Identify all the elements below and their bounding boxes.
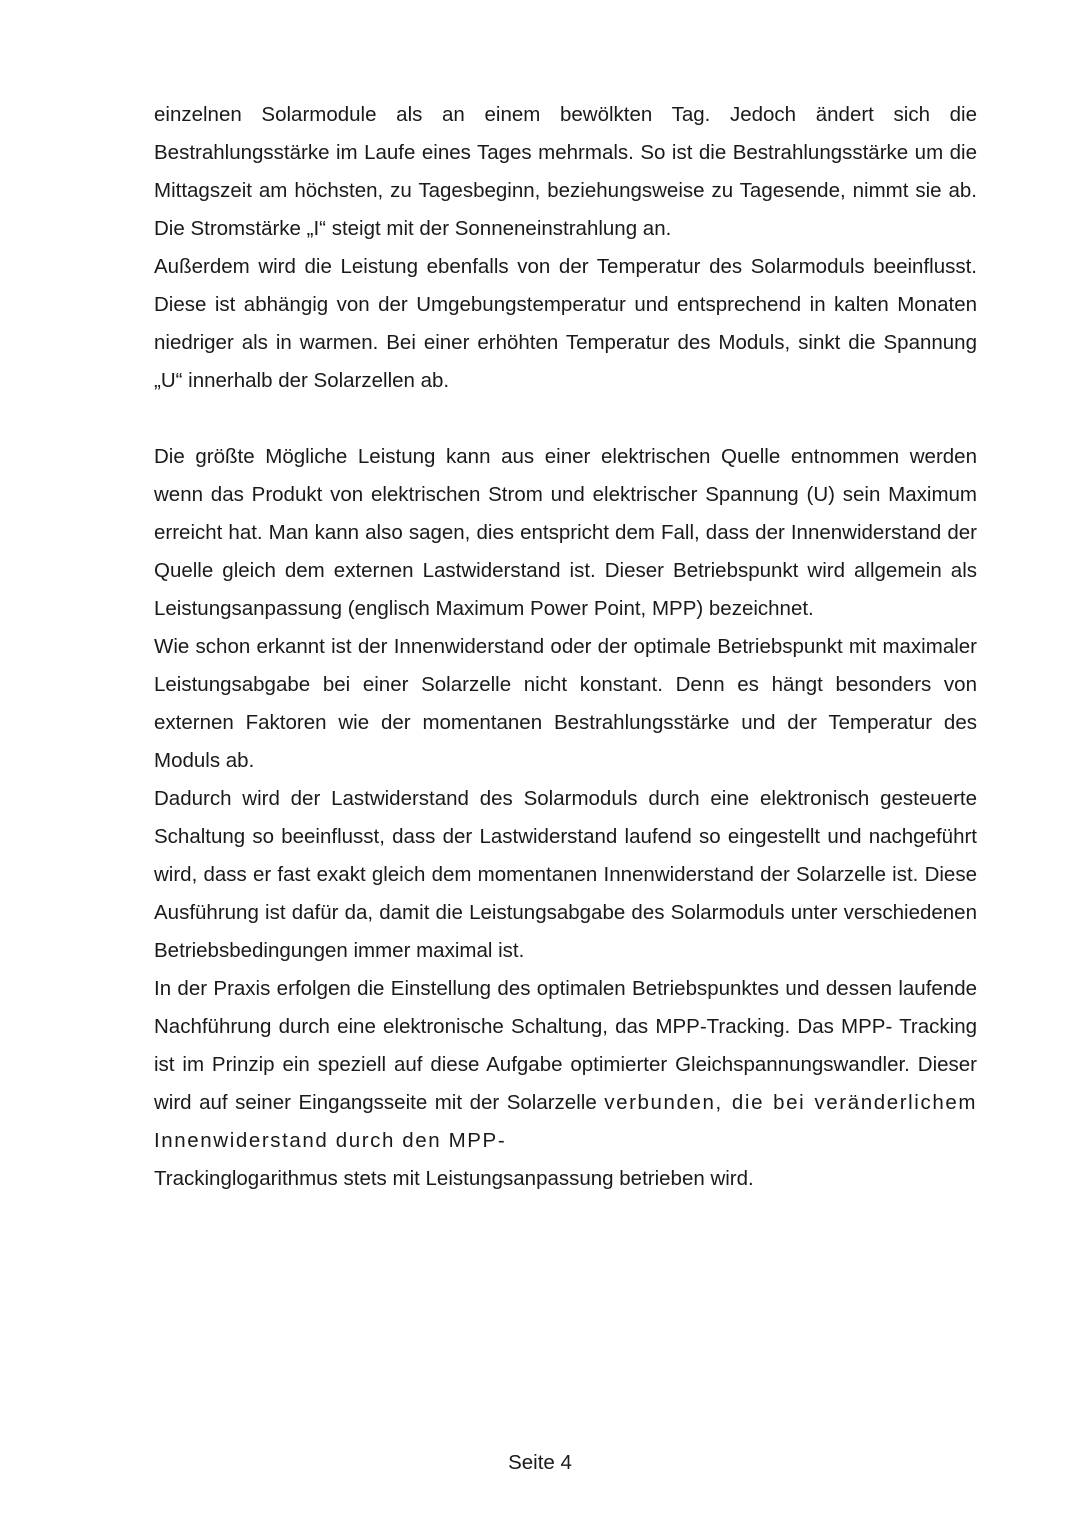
paragraph-irradiance: einzelnen Solarmodule als an einem bewölkten Tag. Jedoch ändert sich die Bestrahlungsstärke im Laufe eines Tages mehrmals. So ist die Bestrahlungsstärke um die Mittagszeit am höchsten, zu Tagesbeginn, beziehungsweise zu Tagesende, nimmt sie ab. Die Stromstärke „I“ steigt mit der Sonneneinstrahlung an. <box>154 103 977 240</box>
page-body <box>154 96 977 1198</box>
mpp-tracking-text-part1: In der Praxis erfolgen die Einstellung des optimalen Betriebspunktes und dessen laufende Nachführung durch eine elektronische Schaltung, das MPP-Tracking. Das MPP- Tracking ist im Prinzip ein speziell auf diese Aufgabe optimierter Gleichspannungswandler. Dieser wird auf seiner Eingangsseite mit der Solarzelle <box>154 977 977 1114</box>
paragraph-load-resistance: Dadurch wird der Lastwiderstand des Solarmoduls durch eine elektronisch gesteuerte Schaltung so beeinflusst, dass der Lastwiderstand laufend so eingestellt und nachgeführt wird, dass er fast exakt gleich dem momentanen Innenwiderstand der Solarzelle ist. Diese Ausführung ist dafür da, damit die Leistungsabgabe des Solarmoduls unter verschiedenen Betriebsbedingungen immer maximal ist. <box>154 787 977 962</box>
mpp-tracking-text-part2: verbunden, die bei veränderlichem Innenwiderstand durch den MPP- <box>154 1091 977 1152</box>
page-number: Seite 4 <box>508 1451 572 1474</box>
paragraph-mpp-tracking <box>154 970 977 1198</box>
paragraph-max-power: Die größte Mögliche Leistung kann aus einer elektrischen Quelle entnommen werden wenn das Produkt von elektrischen Strom und elektrischer Spannung (U) sein Maximum erreicht hat. Man kann also sagen, dies entspricht dem Fall, dass der Innenwiderstand der Quelle gleich dem externen Lastwiderstand ist. Dieser Betriebspunkt wird allgemein als Leistungsanpassung (englisch Maximum Power Point, MPP) bezeichnet. <box>154 445 977 620</box>
paragraph-internal-resistance: Wie schon erkannt ist der Innenwiderstand oder der optimale Betriebspunkt mit maximaler Leistungsabgabe bei einer Solarzelle nicht konstant. Denn es hängt besonders von externen Faktoren wie der momentanen Bestrahlungsstärke und der Temperatur des Moduls ab. <box>154 635 977 772</box>
mpp-tracking-text-part3: Trackinglogarithmus stets mit Leistungsanpassung betrieben wird. <box>154 1167 754 1190</box>
paragraph-temperature: Außerdem wird die Leistung ebenfalls von der Temperatur des Solarmoduls beeinflusst. Diese ist abhängig von der Umgebungstemperatur und entsprechend in kalten Monaten niedriger als in warmen. Bei einer erhöhten Temperatur des Moduls, sinkt die Spannung „U“ innerhalb der Solarzellen ab. <box>154 255 977 392</box>
